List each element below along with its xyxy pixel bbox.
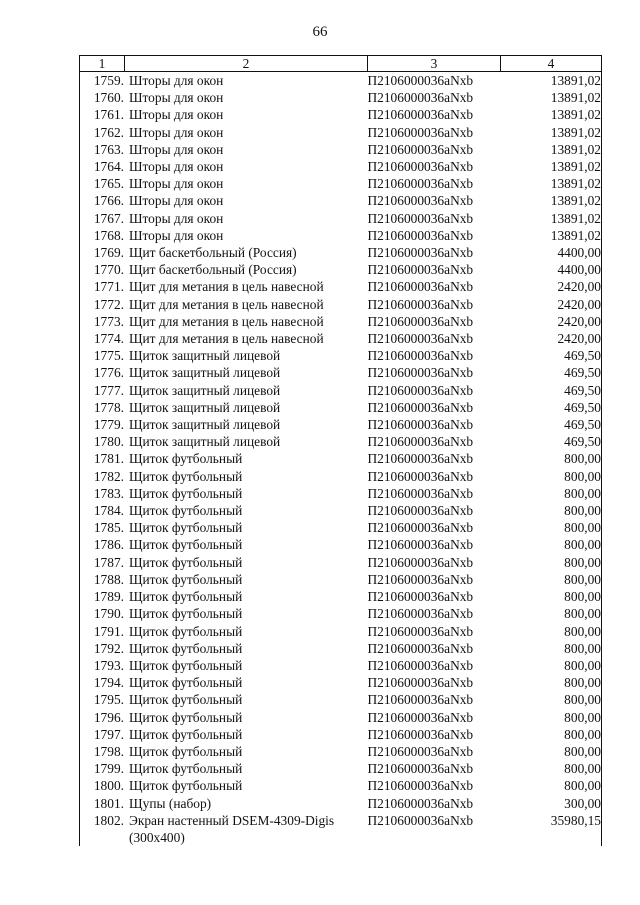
item-name: Щиток футбольный <box>129 606 243 622</box>
column-header-4: 4 <box>501 56 602 72</box>
column-header-1: 1 <box>80 56 125 71</box>
item-code: П2106000036aNxb <box>367 245 474 261</box>
table-row <box>80 313 602 330</box>
item-code: П2106000036aNxb <box>367 743 474 759</box>
item-price: 800,00 <box>501 674 602 691</box>
item-name: Щупы (набор) <box>129 795 212 811</box>
item-name-cell <box>80 571 368 588</box>
table-row <box>80 210 602 227</box>
row-number: 1783. <box>93 485 124 501</box>
table-row <box>80 812 602 846</box>
item-name: Щит для метания в цель навесной <box>129 296 324 312</box>
item-name-cell <box>80 554 368 571</box>
item-price: 800,00 <box>501 485 602 502</box>
table-row <box>80 726 602 743</box>
item-name: Щиток футбольный <box>129 623 243 639</box>
item-name-cell <box>80 106 368 123</box>
item-name-cell <box>80 674 368 691</box>
table-row <box>80 571 602 588</box>
table-row <box>80 588 602 605</box>
item-name: Щиток футбольный <box>129 485 243 501</box>
item-code: П2106000036aNxb <box>367 279 474 295</box>
item-name: Щит баскетбольный (Россия) <box>129 245 297 261</box>
row-number: 1788. <box>93 571 124 587</box>
row-number: 1782. <box>93 468 124 484</box>
item-code: П2106000036aNxb <box>367 399 474 415</box>
item-code: П2106000036aNxb <box>367 709 474 725</box>
item-price: 13891,02 <box>501 192 602 209</box>
item-code: П2106000036aNxb <box>367 90 474 106</box>
table-row <box>80 743 602 760</box>
row-number: 1791. <box>93 623 124 639</box>
item-name-cell <box>80 89 368 106</box>
item-price: 2420,00 <box>501 313 602 330</box>
item-name: Щит для метания в цель навесной <box>129 331 324 347</box>
item-name: Щиток футбольный <box>129 589 243 605</box>
item-name-cell <box>80 141 368 158</box>
row-number: 1787. <box>93 554 124 570</box>
row-number: 1796. <box>93 709 124 725</box>
item-name: Щит для метания в цель навесной <box>129 279 324 295</box>
item-price: 469,50 <box>501 364 602 381</box>
item-name: Щиток футбольный <box>129 761 243 777</box>
row-number: 1785. <box>93 520 124 536</box>
item-price: 800,00 <box>501 519 602 536</box>
row-number: 1781. <box>93 451 124 467</box>
item-price: 800,00 <box>501 536 602 553</box>
item-code: П2106000036aNxb <box>367 73 474 88</box>
item-name-cell <box>80 124 368 141</box>
item-code: П2106000036aNxb <box>367 313 474 329</box>
item-code: П2106000036aNxb <box>367 520 474 536</box>
item-name-cell <box>80 588 368 605</box>
item-name-cell <box>80 72 368 90</box>
row-number: 1778. <box>93 399 124 415</box>
table-row <box>80 399 602 416</box>
row-number: 1765. <box>93 176 124 192</box>
item-name-cell <box>80 450 368 467</box>
item-name-cell <box>80 158 368 175</box>
item-price: 800,00 <box>501 468 602 485</box>
item-code: П2106000036aNxb <box>367 451 474 467</box>
row-number: 1789. <box>93 589 124 605</box>
item-name: Щиток защитный лицевой <box>129 434 281 450</box>
item-code: П2106000036aNxb <box>367 554 474 570</box>
item-price: 13891,02 <box>501 106 602 123</box>
item-code: П2106000036aNxb <box>367 468 474 484</box>
item-name: Щиток футбольный <box>129 554 243 570</box>
item-name-cell <box>80 382 368 399</box>
table-row <box>80 450 602 467</box>
item-name-cell <box>80 812 368 846</box>
item-code: П2106000036aNxb <box>367 382 474 398</box>
item-price: 13891,02 <box>501 124 602 141</box>
item-code: П2106000036aNxb <box>367 503 474 519</box>
item-name: Щит баскетбольный (Россия) <box>129 262 297 278</box>
table-row <box>80 485 602 502</box>
item-name-cell <box>80 536 368 553</box>
item-price: 800,00 <box>501 777 602 794</box>
table-row <box>80 124 602 141</box>
item-code: П2106000036aNxb <box>367 262 474 278</box>
item-price: 800,00 <box>501 571 602 588</box>
item-code: П2106000036aNxb <box>367 417 474 433</box>
item-name: Щиток футбольный <box>129 709 243 725</box>
table-row <box>80 468 602 485</box>
item-code: П2106000036aNxb <box>367 692 474 708</box>
item-name: Шторы для окон <box>129 227 224 243</box>
table-row <box>80 777 602 794</box>
item-code: П2106000036aNxb <box>367 640 474 656</box>
table-row <box>80 691 602 708</box>
item-name-cell <box>80 760 368 777</box>
item-name: Щиток футбольный <box>129 520 243 536</box>
item-name: Щиток футбольный <box>129 726 243 742</box>
column-header-2: 2 <box>242 56 250 71</box>
item-name-cell <box>80 175 368 192</box>
table-row <box>80 89 602 106</box>
item-name: Экран настенный DSEM-4309-Digis (300х400) <box>129 812 335 845</box>
item-name-cell <box>80 192 368 209</box>
item-name: Шторы для окон <box>129 90 224 106</box>
table-row <box>80 502 602 519</box>
row-number: 1773. <box>93 313 124 329</box>
page-number: 66 <box>312 24 328 40</box>
row-number: 1802. <box>93 812 124 828</box>
item-name-cell <box>80 743 368 760</box>
table-row <box>80 106 602 123</box>
row-number: 1792. <box>93 640 124 656</box>
item-code: П2106000036aNxb <box>367 795 474 811</box>
row-number: 1775. <box>93 348 124 364</box>
table-row <box>80 554 602 571</box>
item-name-cell <box>80 623 368 640</box>
item-name: Щит для метания в цель навесной <box>129 313 324 329</box>
row-number: 1763. <box>93 141 124 157</box>
item-code: П2106000036aNxb <box>367 589 474 605</box>
item-code: П2106000036aNxb <box>367 778 474 794</box>
item-name-cell <box>80 278 368 295</box>
item-price: 800,00 <box>501 640 602 657</box>
item-price: 35980,15 <box>501 812 602 846</box>
item-name-cell <box>80 364 368 381</box>
table-row <box>80 382 602 399</box>
item-name: Щиток футбольный <box>129 657 243 673</box>
item-name-cell <box>80 795 368 812</box>
table-row <box>80 640 602 657</box>
item-price: 2420,00 <box>501 296 602 313</box>
item-name-cell <box>80 709 368 726</box>
item-price: 800,00 <box>501 691 602 708</box>
item-name-cell <box>80 210 368 227</box>
item-name: Щиток футбольный <box>129 468 243 484</box>
row-number: 1770. <box>93 262 124 278</box>
table-row <box>80 623 602 640</box>
item-price: 13891,02 <box>501 227 602 244</box>
item-code: П2106000036aNxb <box>367 348 474 364</box>
item-code: П2106000036aNxb <box>367 176 474 192</box>
item-name-cell <box>80 519 368 536</box>
item-name: Шторы для окон <box>129 210 224 226</box>
item-name-cell <box>80 605 368 622</box>
table-body <box>80 72 602 847</box>
row-number: 1776. <box>93 365 124 381</box>
item-name-cell <box>80 416 368 433</box>
item-price: 4400,00 <box>501 261 602 278</box>
row-number: 1769. <box>93 245 124 261</box>
item-name-cell <box>80 502 368 519</box>
item-code: П2106000036aNxb <box>367 623 474 639</box>
row-number: 1786. <box>93 537 124 553</box>
item-name: Шторы для окон <box>129 124 224 140</box>
item-name: Щиток футбольный <box>129 675 243 691</box>
item-code: П2106000036aNxb <box>367 485 474 501</box>
item-price: 469,50 <box>501 416 602 433</box>
item-price: 800,00 <box>501 760 602 777</box>
item-code: П2106000036aNxb <box>367 227 474 243</box>
table-row <box>80 364 602 381</box>
row-number: 1779. <box>93 417 124 433</box>
row-number: 1795. <box>93 692 124 708</box>
table-row <box>80 657 602 674</box>
table-row <box>80 244 602 261</box>
table-row <box>80 795 602 812</box>
row-number: 1794. <box>93 675 124 691</box>
item-name-cell <box>80 777 368 794</box>
row-number: 1764. <box>93 159 124 175</box>
item-name-cell <box>80 399 368 416</box>
column-header-3: 3 <box>368 56 501 72</box>
table-row <box>80 416 602 433</box>
item-price: 2420,00 <box>501 330 602 347</box>
item-name: Щиток защитный лицевой <box>129 365 281 381</box>
item-price: 800,00 <box>501 450 602 467</box>
row-number: 1760. <box>93 90 124 106</box>
row-number: 1772. <box>93 296 124 312</box>
item-code: П2106000036aNxb <box>367 726 474 742</box>
row-number: 1793. <box>93 657 124 673</box>
item-name: Щиток защитный лицевой <box>129 382 281 398</box>
table-row <box>80 175 602 192</box>
item-price: 13891,02 <box>501 89 602 106</box>
item-name: Шторы для окон <box>129 107 224 123</box>
item-price: 4400,00 <box>501 244 602 261</box>
item-code: П2106000036aNxb <box>367 331 474 347</box>
table-row <box>80 433 602 450</box>
table-row <box>80 674 602 691</box>
item-name-cell <box>80 468 368 485</box>
row-number: 1762. <box>93 124 124 140</box>
item-name: Щиток защитный лицевой <box>129 399 281 415</box>
table-row <box>80 296 602 313</box>
item-name-cell <box>80 296 368 313</box>
item-name-cell <box>80 485 368 502</box>
item-name: Щиток защитный лицевой <box>129 417 281 433</box>
item-code: П2106000036aNxb <box>367 657 474 673</box>
item-name-cell <box>80 227 368 244</box>
item-price: 800,00 <box>501 588 602 605</box>
item-price: 2420,00 <box>501 278 602 295</box>
item-name-cell <box>80 657 368 674</box>
item-code: П2106000036aNxb <box>367 159 474 175</box>
item-name: Щиток футбольный <box>129 451 243 467</box>
item-name-cell <box>80 640 368 657</box>
item-price: 13891,02 <box>501 72 602 90</box>
item-code: П2106000036aNxb <box>367 606 474 622</box>
item-code: П2106000036aNxb <box>367 761 474 777</box>
item-name: Шторы для окон <box>129 176 224 192</box>
item-code: П2106000036aNxb <box>367 124 474 140</box>
row-number: 1790. <box>93 606 124 622</box>
item-code: П2106000036aNxb <box>367 571 474 587</box>
row-number: 1761. <box>93 107 124 123</box>
item-code: П2106000036aNxb <box>367 296 474 312</box>
item-code: П2106000036aNxb <box>367 141 474 157</box>
item-name: Щиток футбольный <box>129 640 243 656</box>
item-code: П2106000036aNxb <box>367 812 474 828</box>
item-name: Шторы для окон <box>129 159 224 175</box>
item-price: 800,00 <box>501 502 602 519</box>
item-code: П2106000036aNxb <box>367 210 474 226</box>
item-name-cell <box>80 347 368 364</box>
item-name-cell <box>80 261 368 278</box>
items-table <box>79 55 602 846</box>
row-number: 1768. <box>93 227 124 243</box>
row-number: 1759. <box>93 73 124 88</box>
item-price: 13891,02 <box>501 175 602 192</box>
item-code: П2106000036aNxb <box>367 675 474 691</box>
item-name: Шторы для окон <box>129 193 224 209</box>
item-name: Щиток защитный лицевой <box>129 348 281 364</box>
row-number: 1766. <box>93 193 124 209</box>
item-name-cell <box>80 313 368 330</box>
item-price: 469,50 <box>501 382 602 399</box>
column-header-1-2 <box>80 56 368 72</box>
table-row <box>80 72 602 90</box>
table-row <box>80 227 602 244</box>
table-row <box>80 330 602 347</box>
row-number: 1800. <box>93 778 124 794</box>
item-name: Шторы для окон <box>129 141 224 157</box>
item-name: Щиток футбольный <box>129 571 243 587</box>
row-number: 1780. <box>93 434 124 450</box>
item-price: 13891,02 <box>501 158 602 175</box>
item-name: Щиток футбольный <box>129 537 243 553</box>
table-row <box>80 709 602 726</box>
item-code: П2106000036aNxb <box>367 107 474 123</box>
table-row <box>80 192 602 209</box>
item-code: П2106000036aNxb <box>367 365 474 381</box>
table-row <box>80 519 602 536</box>
row-number: 1774. <box>93 331 124 347</box>
item-price: 800,00 <box>501 726 602 743</box>
row-number: 1797. <box>93 726 124 742</box>
table-row <box>80 536 602 553</box>
row-number: 1767. <box>93 210 124 226</box>
item-price: 800,00 <box>501 743 602 760</box>
item-name-cell <box>80 433 368 450</box>
item-price: 800,00 <box>501 554 602 571</box>
item-name-cell <box>80 691 368 708</box>
item-price: 800,00 <box>501 605 602 622</box>
item-code: П2106000036aNxb <box>367 193 474 209</box>
item-code: П2106000036aNxb <box>367 434 474 450</box>
item-name: Шторы для окон <box>129 73 224 88</box>
row-number: 1784. <box>93 503 124 519</box>
row-number: 1799. <box>93 761 124 777</box>
row-number: 1801. <box>93 795 124 811</box>
row-number: 1777. <box>93 382 124 398</box>
row-number: 1798. <box>93 743 124 759</box>
table-row <box>80 141 602 158</box>
table-row <box>80 760 602 777</box>
table-header-row <box>80 56 602 72</box>
item-price: 13891,02 <box>501 210 602 227</box>
row-number: 1771. <box>93 279 124 295</box>
item-name: Щиток футбольный <box>129 743 243 759</box>
item-name-cell <box>80 244 368 261</box>
table-row <box>80 347 602 364</box>
item-code: П2106000036aNxb <box>367 537 474 553</box>
item-price: 800,00 <box>501 709 602 726</box>
item-name: Щиток футбольный <box>129 778 243 794</box>
item-price: 800,00 <box>501 623 602 640</box>
item-name-cell <box>80 330 368 347</box>
item-price: 469,50 <box>501 347 602 364</box>
table-row <box>80 605 602 622</box>
item-price: 13891,02 <box>501 141 602 158</box>
table-row <box>80 261 602 278</box>
item-price: 800,00 <box>501 657 602 674</box>
item-price: 469,50 <box>501 433 602 450</box>
item-price: 469,50 <box>501 399 602 416</box>
table-row <box>80 278 602 295</box>
item-name: Щиток футбольный <box>129 692 243 708</box>
table-row <box>80 158 602 175</box>
item-price: 300,00 <box>501 795 602 812</box>
item-name: Щиток футбольный <box>129 503 243 519</box>
item-name-cell <box>80 726 368 743</box>
